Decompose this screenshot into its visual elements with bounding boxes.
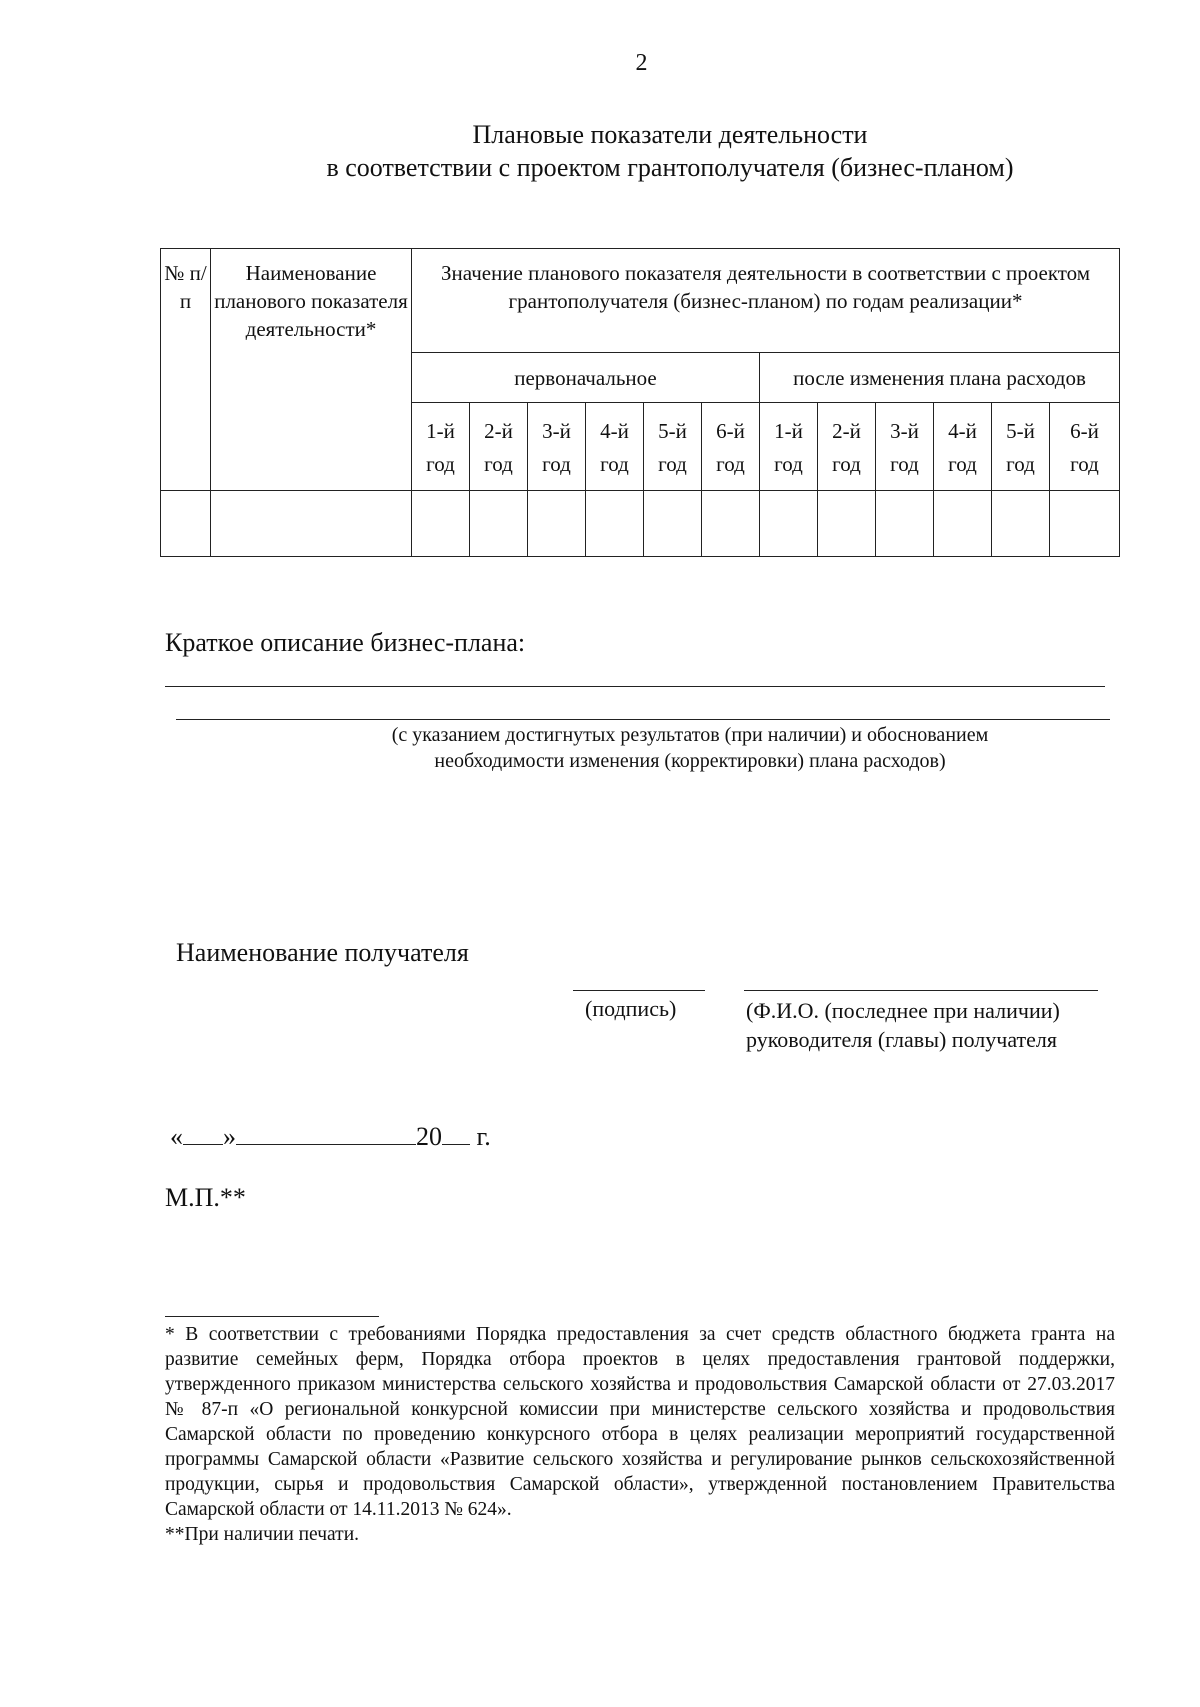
brief-description-label: Краткое описание бизнес-плана: xyxy=(165,628,526,657)
brief-description-line-2 xyxy=(176,719,1110,720)
table-cell xyxy=(760,491,818,557)
year-word: год xyxy=(716,452,745,476)
footnote-2: **При наличии печати. xyxy=(165,1524,360,1545)
year-word: год xyxy=(1006,452,1035,476)
table-row xyxy=(161,491,1120,557)
brief-note-line-1: (с указанием достигнутых результатов (при наличии) и обоснованием xyxy=(391,724,989,746)
table-cell xyxy=(644,491,702,557)
year-header-after-3 xyxy=(876,403,934,491)
title-line-1: Плановые показатели деятельности xyxy=(472,120,868,149)
year-header-after-4 xyxy=(934,403,992,491)
header-indicator-value: Значение планового показателя деятельности в соответствии с проектом грантополучателя (бизнес-планом) по годам реализации* xyxy=(412,249,1120,353)
year-suffix: г. xyxy=(476,1122,491,1151)
year-word: год xyxy=(658,452,687,476)
year-blank xyxy=(442,1118,470,1145)
seal-placeholder: М.П.** xyxy=(165,1183,246,1212)
year-word: год xyxy=(832,452,861,476)
year-word: год xyxy=(426,452,455,476)
table-cell xyxy=(876,491,934,557)
page-number: 2 xyxy=(635,50,648,76)
year-header-after-1 xyxy=(760,403,818,491)
table-cell xyxy=(161,491,211,557)
table-cell xyxy=(1050,491,1120,557)
fio-caption xyxy=(746,996,1060,1054)
year-prefix: 20 xyxy=(416,1122,442,1151)
table-cell xyxy=(934,491,992,557)
table-cell xyxy=(528,491,586,557)
fio-caption-line-1: (Ф.И.О. (последнее при наличии) xyxy=(746,998,1060,1023)
header-indicator-name: Наименование планового показателя деятельности* xyxy=(211,249,412,491)
footnote-1: * В соответствии с требованиями Порядка предоставления за счет средств областного бюджета гранта на развитие семейных ферм, Порядка отбора проектов в целях предоставления грантовой поддержки, утвержденного приказом министерства сельского хозяйства и продовольствия Самарской области от 27.03.2017 № 87-п «О региональной конкурсной комиссии при министерстве сельского хозяйства и продовольствия Самарской области по проведению конкурсного отбора в целях реализации мероприятий государственной программы Самарской области «Развитие сельского хозяйства и регулирование рынков сельскохозяйственной продукции, сырья и продовольствия Самарской области», утвержденной постановлением Правительства Самарской области от 14.11.2013 № 624». xyxy=(165,1324,1115,1520)
title-line-2: в соответствии с проектом грантополучателя (бизнес-планом) xyxy=(326,153,1014,182)
signature-line xyxy=(573,990,705,991)
year-label: 3-й xyxy=(890,419,919,443)
table-cell xyxy=(470,491,528,557)
year-word: год xyxy=(948,452,977,476)
table-cell xyxy=(211,491,412,557)
table-cell xyxy=(702,491,760,557)
plan-indicators-table xyxy=(160,248,1120,557)
header-number: № п/п xyxy=(161,249,211,491)
table-cell xyxy=(586,491,644,557)
footnotes xyxy=(165,1322,1115,1547)
table-cell xyxy=(818,491,876,557)
table-cell xyxy=(992,491,1050,557)
fio-caption-line-2: руководителя (главы) получателя xyxy=(746,1027,1057,1052)
year-label: 5-й xyxy=(1006,419,1035,443)
year-label: 5-й xyxy=(658,419,687,443)
year-label: 4-й xyxy=(948,419,977,443)
year-label: 2-й xyxy=(832,419,861,443)
year-word: год xyxy=(600,452,629,476)
year-header-initial-3 xyxy=(528,403,586,491)
year-label: 1-й xyxy=(426,419,455,443)
date-field xyxy=(170,1118,491,1152)
brief-description-note xyxy=(250,722,1130,774)
year-header-initial-1 xyxy=(412,403,470,491)
year-header-initial-6 xyxy=(702,403,760,491)
day-blank xyxy=(183,1118,223,1145)
date-close-quote: » xyxy=(223,1122,236,1151)
year-header-initial-5 xyxy=(644,403,702,491)
year-header-after-6 xyxy=(1050,403,1120,491)
year-label: 4-й xyxy=(600,419,629,443)
year-word: год xyxy=(542,452,571,476)
brief-description-line-1 xyxy=(165,686,1105,687)
year-header-after-2 xyxy=(818,403,876,491)
year-word: год xyxy=(890,452,919,476)
header-after-change: после изменения плана расходов xyxy=(760,353,1120,403)
brief-note-line-2: необходимости изменения (корректировки) плана расходов) xyxy=(434,750,946,772)
year-word: год xyxy=(774,452,803,476)
year-header-initial-2 xyxy=(470,403,528,491)
year-label: 3-й xyxy=(542,419,571,443)
footnote-separator xyxy=(165,1316,379,1317)
year-word: год xyxy=(1070,452,1099,476)
year-header-after-5 xyxy=(992,403,1050,491)
date-open-quote: « xyxy=(170,1122,183,1151)
fio-line xyxy=(744,990,1098,991)
year-label: 6-й xyxy=(716,419,745,443)
page-title xyxy=(150,118,1190,184)
header-initial: первоначальное xyxy=(412,353,760,403)
signature-caption: (подпись) xyxy=(585,996,677,1021)
year-label: 2-й xyxy=(484,419,513,443)
year-label: 1-й xyxy=(774,419,803,443)
month-blank xyxy=(236,1118,416,1145)
table-cell xyxy=(412,491,470,557)
year-label: 6-й xyxy=(1070,419,1099,443)
recipient-name-label: Наименование получателя xyxy=(176,938,469,967)
year-word: год xyxy=(484,452,513,476)
year-header-initial-4 xyxy=(586,403,644,491)
